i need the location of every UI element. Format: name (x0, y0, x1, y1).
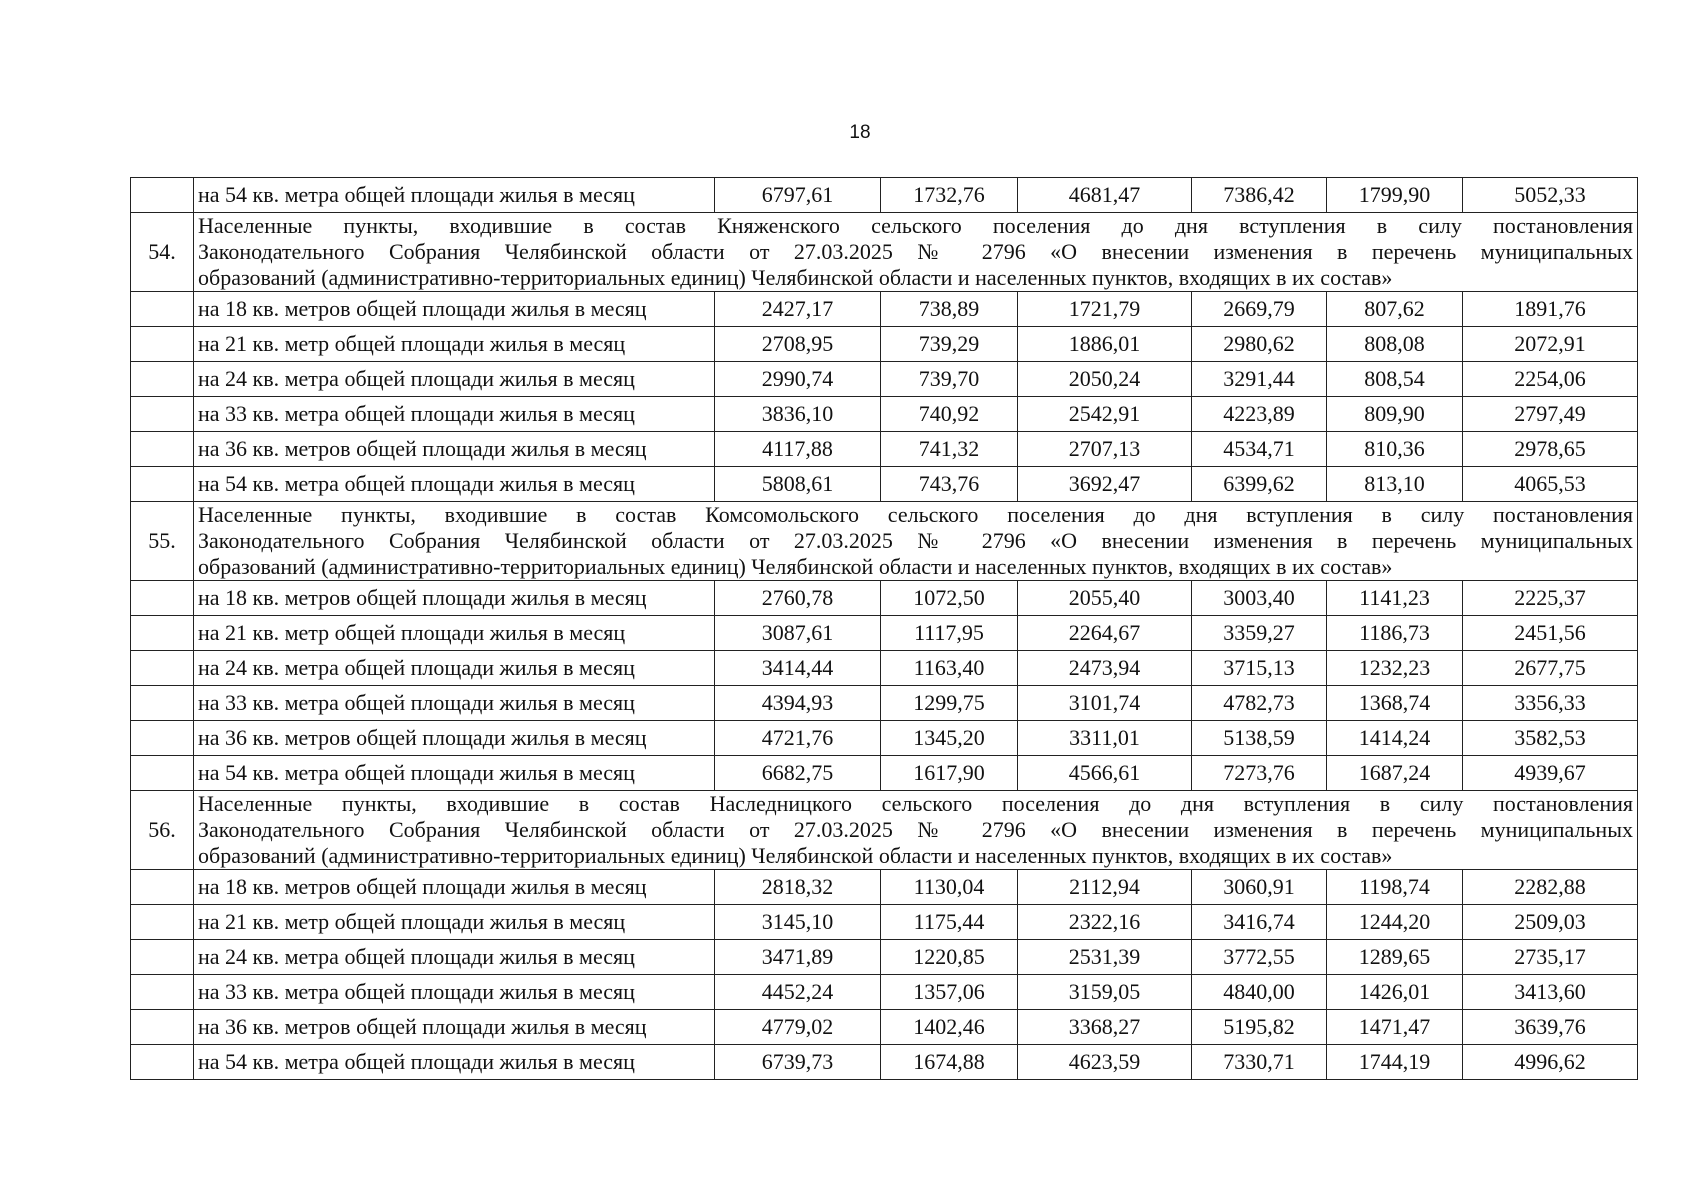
value-cell: 4065,53 (1463, 467, 1638, 502)
section-header-row (131, 791, 1638, 870)
value-cell: 4223,89 (1192, 397, 1327, 432)
section-header-row (131, 213, 1638, 292)
value-cell: 1414,24 (1327, 721, 1463, 756)
row-label: на 36 кв. метров общей площади жилья в месяц (194, 721, 715, 756)
value-cell: 2427,17 (715, 292, 881, 327)
section-heading-line: Населенные пункты, входившие в состав Княженского сельского поселения до дня вступления в силу постановления (198, 213, 1633, 238)
tariff-table (130, 177, 1638, 1080)
row-label: на 54 кв. метра общей площади жилья в месяц (194, 467, 715, 502)
table-row (131, 397, 1638, 432)
value-cell: 3715,13 (1192, 651, 1327, 686)
value-cell: 2264,67 (1018, 616, 1192, 651)
value-cell: 1117,95 (881, 616, 1018, 651)
row-index-cell (131, 1045, 194, 1080)
value-cell: 5052,33 (1463, 178, 1638, 213)
value-cell: 2978,65 (1463, 432, 1638, 467)
row-label: на 18 кв. метров общей площади жилья в месяц (194, 581, 715, 616)
table-row (131, 1010, 1638, 1045)
row-label: на 33 кв. метра общей площади жилья в месяц (194, 397, 715, 432)
value-cell: 4779,02 (715, 1010, 881, 1045)
row-label: на 36 кв. метров общей площади жилья в месяц (194, 1010, 715, 1045)
row-label: на 33 кв. метра общей площади жилья в месяц (194, 686, 715, 721)
table-row (131, 975, 1638, 1010)
value-cell: 1368,74 (1327, 686, 1463, 721)
value-cell: 2322,16 (1018, 905, 1192, 940)
value-cell: 2990,74 (715, 362, 881, 397)
value-cell: 2282,88 (1463, 870, 1638, 905)
value-cell: 1130,04 (881, 870, 1018, 905)
row-index-cell (131, 721, 194, 756)
table-row (131, 467, 1638, 502)
value-cell: 7330,71 (1192, 1045, 1327, 1080)
row-index-cell (131, 686, 194, 721)
value-cell: 3291,44 (1192, 362, 1327, 397)
table-row (131, 905, 1638, 940)
value-cell: 4939,67 (1463, 756, 1638, 791)
value-cell: 1357,06 (881, 975, 1018, 1010)
row-index-cell (131, 327, 194, 362)
value-cell: 3416,74 (1192, 905, 1327, 940)
value-cell: 2980,62 (1192, 327, 1327, 362)
value-cell: 1072,50 (881, 581, 1018, 616)
section-heading-line: Населенные пункты, входившие в состав Комсомольского сельского поселения до дня вступления в силу постановления (198, 502, 1633, 527)
value-cell: 810,36 (1327, 432, 1463, 467)
value-cell: 4394,93 (715, 686, 881, 721)
section-heading-line: Законодательного Собрания Челябинской области от 27.03.2025 № 2796 «О внесении изменения в перечень муниципальных (198, 817, 1633, 842)
section-number: 54. (131, 213, 194, 292)
value-cell: 6682,75 (715, 756, 881, 791)
value-cell: 5138,59 (1192, 721, 1327, 756)
value-cell: 1721,79 (1018, 292, 1192, 327)
value-cell: 3471,89 (715, 940, 881, 975)
section-heading-line: Населенные пункты, входившие в состав Наследницкого сельского поселения до дня вступления в силу постановления (198, 791, 1633, 816)
value-cell: 2818,32 (715, 870, 881, 905)
value-cell: 2112,94 (1018, 870, 1192, 905)
row-index-cell (131, 651, 194, 686)
value-cell: 3003,40 (1192, 581, 1327, 616)
section-number: 55. (131, 502, 194, 581)
value-cell: 2708,95 (715, 327, 881, 362)
value-cell: 3145,10 (715, 905, 881, 940)
table-row (131, 1045, 1638, 1080)
row-index-cell (131, 940, 194, 975)
section-heading (194, 213, 1638, 292)
row-index-cell (131, 975, 194, 1010)
row-label: на 21 кв. метр общей площади жилья в месяц (194, 905, 715, 940)
section-number: 56. (131, 791, 194, 870)
table-row (131, 721, 1638, 756)
value-cell: 3101,74 (1018, 686, 1192, 721)
value-cell: 1198,74 (1327, 870, 1463, 905)
row-label: на 18 кв. метров общей площади жилья в месяц (194, 870, 715, 905)
value-cell: 2509,03 (1463, 905, 1638, 940)
page-number: 18 (849, 122, 871, 143)
value-cell: 1232,23 (1327, 651, 1463, 686)
value-cell: 3836,10 (715, 397, 881, 432)
value-cell: 4721,76 (715, 721, 881, 756)
value-cell: 1345,20 (881, 721, 1018, 756)
row-index-cell (131, 870, 194, 905)
value-cell: 7273,76 (1192, 756, 1327, 791)
value-cell: 2451,56 (1463, 616, 1638, 651)
value-cell: 1732,76 (881, 178, 1018, 213)
value-cell: 4117,88 (715, 432, 881, 467)
value-cell: 3772,55 (1192, 940, 1327, 975)
table-row (131, 940, 1638, 975)
section-heading-line: Законодательного Собрания Челябинской области от 27.03.2025 № 2796 «О внесении изменения в перечень муниципальных (198, 528, 1633, 553)
value-cell: 1471,47 (1327, 1010, 1463, 1045)
value-cell: 2254,06 (1463, 362, 1638, 397)
row-index-cell (131, 432, 194, 467)
table-row (131, 581, 1638, 616)
value-cell: 1299,75 (881, 686, 1018, 721)
row-index-cell (131, 1010, 194, 1045)
value-cell: 1186,73 (1327, 616, 1463, 651)
value-cell: 1402,46 (881, 1010, 1018, 1045)
row-index-cell (131, 178, 194, 213)
value-cell: 1674,88 (881, 1045, 1018, 1080)
value-cell: 4782,73 (1192, 686, 1327, 721)
section-header-row (131, 502, 1638, 581)
value-cell: 2531,39 (1018, 940, 1192, 975)
value-cell: 743,76 (881, 467, 1018, 502)
table-row (131, 651, 1638, 686)
section-heading-line: Законодательного Собрания Челябинской области от 27.03.2025 № 2796 «О внесении изменения в перечень муниципальных (198, 239, 1633, 264)
value-cell: 6399,62 (1192, 467, 1327, 502)
value-cell: 739,70 (881, 362, 1018, 397)
row-index-cell (131, 362, 194, 397)
value-cell: 3060,91 (1192, 870, 1327, 905)
value-cell: 1175,44 (881, 905, 1018, 940)
section-heading (194, 791, 1638, 870)
section-heading (194, 502, 1638, 581)
value-cell: 3159,05 (1018, 975, 1192, 1010)
table-row (131, 327, 1638, 362)
row-label: на 24 кв. метра общей площади жилья в месяц (194, 940, 715, 975)
value-cell: 1244,20 (1327, 905, 1463, 940)
table-row (131, 178, 1638, 213)
value-cell: 4452,24 (715, 975, 881, 1010)
value-cell: 1220,85 (881, 940, 1018, 975)
value-cell: 1289,65 (1327, 940, 1463, 975)
row-index-cell (131, 756, 194, 791)
value-cell: 807,62 (1327, 292, 1463, 327)
value-cell: 809,90 (1327, 397, 1463, 432)
value-cell: 813,10 (1327, 467, 1463, 502)
value-cell: 2055,40 (1018, 581, 1192, 616)
value-cell: 4840,00 (1192, 975, 1327, 1010)
table-row (131, 362, 1638, 397)
value-cell: 3359,27 (1192, 616, 1327, 651)
row-index-cell (131, 292, 194, 327)
value-cell: 2677,75 (1463, 651, 1638, 686)
value-cell: 1426,01 (1327, 975, 1463, 1010)
value-cell: 2760,78 (715, 581, 881, 616)
value-cell: 5195,82 (1192, 1010, 1327, 1045)
value-cell: 2735,17 (1463, 940, 1638, 975)
value-cell: 1141,23 (1327, 581, 1463, 616)
value-cell: 1687,24 (1327, 756, 1463, 791)
value-cell: 3356,33 (1463, 686, 1638, 721)
value-cell: 7386,42 (1192, 178, 1327, 213)
row-label: на 24 кв. метра общей площади жилья в месяц (194, 362, 715, 397)
value-cell: 1744,19 (1327, 1045, 1463, 1080)
value-cell: 4681,47 (1018, 178, 1192, 213)
value-cell: 1886,01 (1018, 327, 1192, 362)
value-cell: 3413,60 (1463, 975, 1638, 1010)
section-heading-line: образований (административно-территориальных единиц) Челябинской области и населенных пунктов, входящих в их состав» (198, 265, 1393, 290)
row-label: на 36 кв. метров общей площади жилья в месяц (194, 432, 715, 467)
value-cell: 739,29 (881, 327, 1018, 362)
section-heading-line: образований (административно-территориальных единиц) Челябинской области и населенных пунктов, входящих в их состав» (198, 554, 1393, 579)
value-cell: 741,32 (881, 432, 1018, 467)
value-cell: 4534,71 (1192, 432, 1327, 467)
row-index-cell (131, 616, 194, 651)
table-row (131, 432, 1638, 467)
value-cell: 808,08 (1327, 327, 1463, 362)
value-cell: 2072,91 (1463, 327, 1638, 362)
value-cell: 3692,47 (1018, 467, 1192, 502)
value-cell: 1799,90 (1327, 178, 1463, 213)
row-label: на 24 кв. метра общей площади жилья в месяц (194, 651, 715, 686)
value-cell: 2542,91 (1018, 397, 1192, 432)
row-label: на 21 кв. метр общей площади жилья в месяц (194, 327, 715, 362)
table-row (131, 292, 1638, 327)
value-cell: 2707,13 (1018, 432, 1192, 467)
value-cell: 3582,53 (1463, 721, 1638, 756)
row-label: на 18 кв. метров общей площади жилья в месяц (194, 292, 715, 327)
table-row (131, 616, 1638, 651)
value-cell: 4996,62 (1463, 1045, 1638, 1080)
value-cell: 2473,94 (1018, 651, 1192, 686)
value-cell: 4623,59 (1018, 1045, 1192, 1080)
value-cell: 2669,79 (1192, 292, 1327, 327)
value-cell: 5808,61 (715, 467, 881, 502)
table-row (131, 756, 1638, 791)
value-cell: 1163,40 (881, 651, 1018, 686)
row-label: на 54 кв. метра общей площади жилья в месяц (194, 178, 715, 213)
value-cell: 3639,76 (1463, 1010, 1638, 1045)
value-cell: 6797,61 (715, 178, 881, 213)
value-cell: 3414,44 (715, 651, 881, 686)
row-label: на 33 кв. метра общей площади жилья в месяц (194, 975, 715, 1010)
value-cell: 1617,90 (881, 756, 1018, 791)
value-cell: 3311,01 (1018, 721, 1192, 756)
value-cell: 808,54 (1327, 362, 1463, 397)
value-cell: 2797,49 (1463, 397, 1638, 432)
value-cell: 2050,24 (1018, 362, 1192, 397)
value-cell: 4566,61 (1018, 756, 1192, 791)
table-body (131, 178, 1638, 1080)
row-index-cell (131, 467, 194, 502)
table-row (131, 686, 1638, 721)
section-heading-line: образований (административно-территориальных единиц) Челябинской области и населенных пунктов, входящих в их состав» (198, 843, 1393, 868)
value-cell: 2225,37 (1463, 581, 1638, 616)
value-cell: 740,92 (881, 397, 1018, 432)
row-index-cell (131, 581, 194, 616)
row-label: на 21 кв. метр общей площади жилья в месяц (194, 616, 715, 651)
row-label: на 54 кв. метра общей площади жилья в месяц (194, 756, 715, 791)
row-label: на 54 кв. метра общей площади жилья в месяц (194, 1045, 715, 1080)
value-cell: 3368,27 (1018, 1010, 1192, 1045)
row-index-cell (131, 397, 194, 432)
row-index-cell (131, 905, 194, 940)
value-cell: 6739,73 (715, 1045, 881, 1080)
table-row (131, 870, 1638, 905)
value-cell: 738,89 (881, 292, 1018, 327)
value-cell: 3087,61 (715, 616, 881, 651)
value-cell: 1891,76 (1463, 292, 1638, 327)
